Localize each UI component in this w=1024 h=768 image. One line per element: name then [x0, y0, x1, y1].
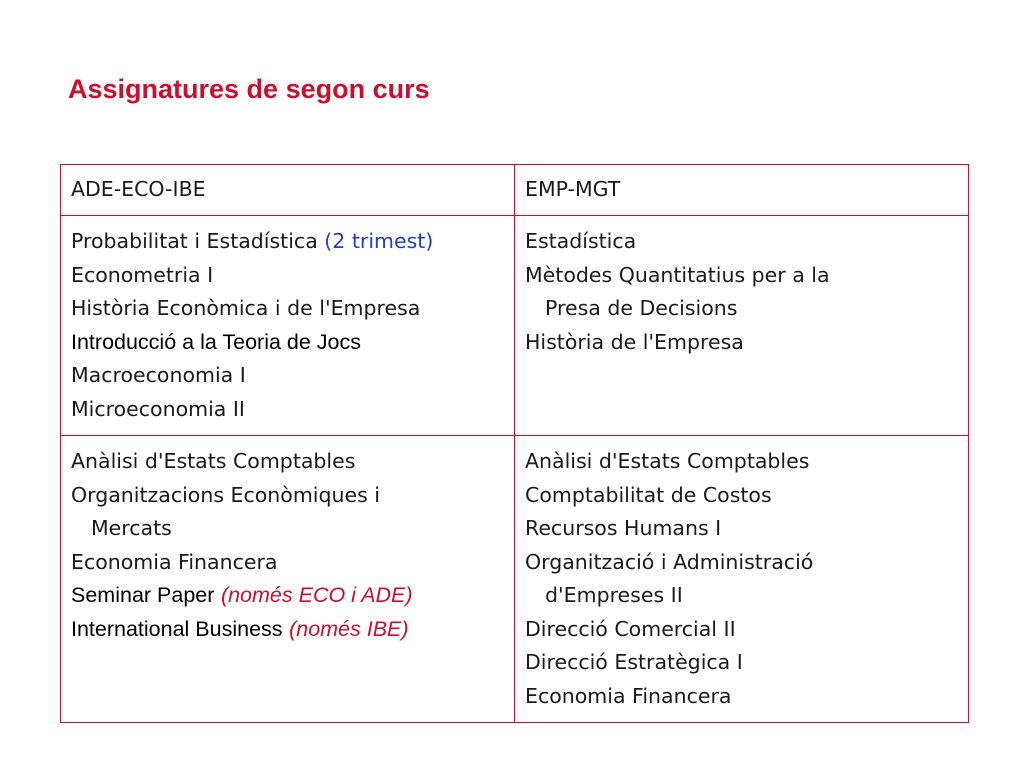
- courses-table: [60, 164, 969, 723]
- list-item: Organitzacions Econòmiques i: [71, 482, 381, 507]
- list-item: Història Econòmica i de l'Empresa: [71, 296, 421, 320]
- list-item: Macroeconomia I: [71, 363, 246, 387]
- list-item: Econometria I: [71, 262, 214, 287]
- list-item: Estadística: [525, 229, 637, 253]
- list-item: Direcció Comercial II: [525, 616, 736, 641]
- cell-row2-left: [61, 436, 515, 723]
- list-item: [71, 579, 504, 613]
- list-item: Economia Financera: [71, 549, 278, 574]
- header-emp-mgt: EMP-MGT: [515, 165, 969, 216]
- list-item: Organització i Administració: [525, 549, 814, 574]
- course-note: (2 trimest): [324, 229, 434, 253]
- list-item: [71, 225, 504, 259]
- list-item: Anàlisi d'Estats Comptables: [525, 449, 810, 473]
- list-item: Comptabilitat de Costos: [525, 482, 772, 507]
- list-item: Direcció Estratègica I: [525, 650, 743, 674]
- header-ade-eco-ibe: ADE-ECO-IBE: [61, 165, 515, 216]
- course-note: (només IBE): [289, 616, 409, 641]
- table-row: [61, 436, 969, 723]
- list-item: Microeconomia II: [71, 396, 245, 421]
- list-item-continuation: d'Empreses II: [545, 583, 683, 607]
- list-item: Recursos Humans I: [525, 516, 722, 540]
- course-name: International Business: [71, 616, 283, 641]
- list-item: [71, 613, 504, 647]
- list-item: Mètodes Quantitatius per a la: [525, 262, 830, 287]
- table-row: [61, 216, 969, 436]
- list-item: Introducció a la Teoria de Jocs: [71, 329, 362, 354]
- cell-row1-right: [515, 216, 969, 436]
- list-item: Economia Financera: [525, 683, 732, 708]
- list-item-continuation: Mercats: [91, 516, 172, 540]
- list-item-continuation: Presa de Decisions: [545, 296, 738, 320]
- list-item: Història de l'Empresa: [525, 329, 744, 354]
- list-item: Anàlisi d'Estats Comptables: [71, 449, 356, 473]
- cell-row2-right: [515, 436, 969, 723]
- cell-row1-left: [61, 216, 515, 436]
- page-title: Assignatures de segon curs: [68, 74, 430, 104]
- course-name: Seminar Paper: [71, 583, 215, 607]
- table-header-row: [61, 165, 969, 216]
- course-note: (només ECO i ADE): [220, 583, 413, 607]
- course-name: Probabilitat i Estadística: [71, 229, 318, 253]
